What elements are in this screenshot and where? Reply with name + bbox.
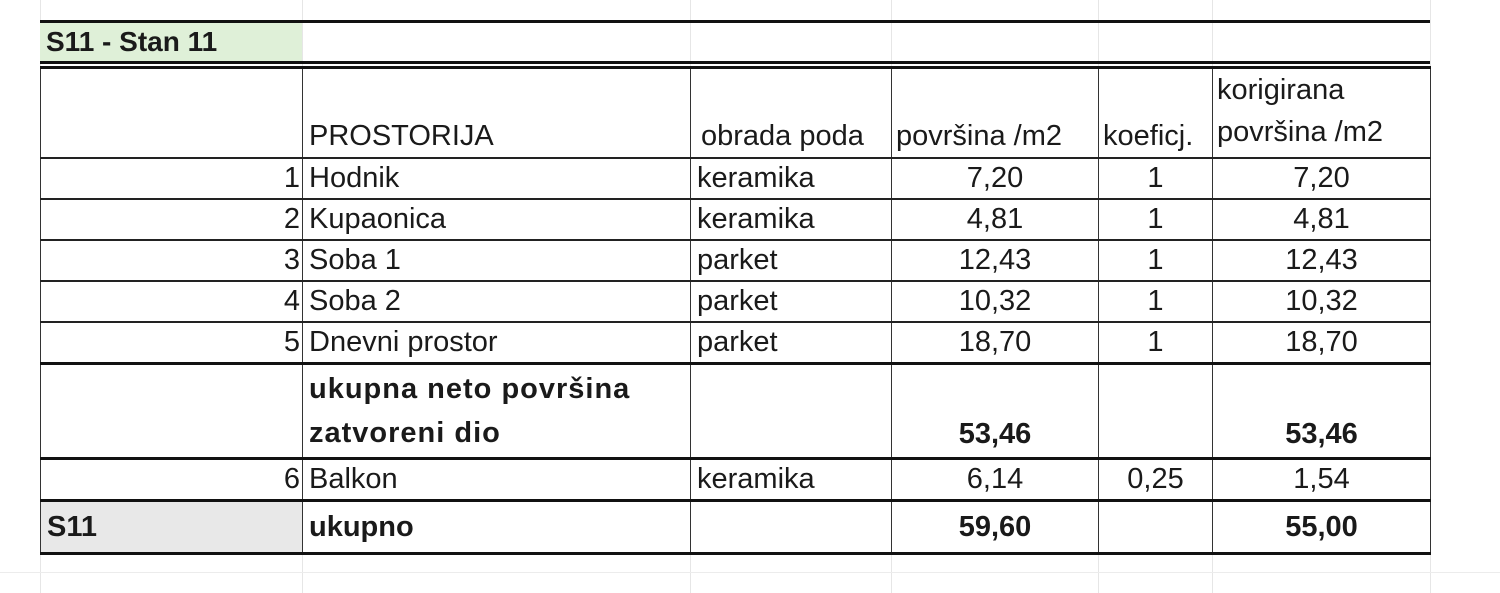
subtotal-floor-cell[interactable] <box>691 364 892 459</box>
total-corrected-cell[interactable]: 55,00 <box>1213 501 1431 554</box>
sheet-title-row <box>40 20 1430 64</box>
coef-cell[interactable]: 0,25 <box>1099 459 1213 501</box>
coef-cell[interactable]: 1 <box>1099 199 1213 240</box>
coef-cell[interactable]: 1 <box>1099 281 1213 322</box>
room-cell[interactable]: Soba 2 <box>303 281 691 322</box>
balcony-row <box>41 459 1431 501</box>
corrected-cell[interactable]: 18,70 <box>1213 322 1431 364</box>
header-area-cell[interactable]: površina /m2 <box>892 68 1099 159</box>
area-cell[interactable]: 7,20 <box>892 158 1099 199</box>
corrected-cell[interactable]: 12,43 <box>1213 240 1431 281</box>
floor-cell[interactable]: keramika <box>691 459 892 501</box>
coef-cell[interactable]: 1 <box>1099 158 1213 199</box>
row-index-cell[interactable]: 3 <box>41 240 303 281</box>
table-row <box>41 322 1431 364</box>
floor-cell[interactable]: parket <box>691 240 892 281</box>
floor-cell[interactable]: parket <box>691 322 892 364</box>
apartment-area-table <box>40 66 1431 555</box>
header-floor-cell[interactable]: obrada poda <box>691 68 892 159</box>
room-cell[interactable]: Balkon <box>303 459 691 501</box>
subtotal-label-cell[interactable]: ukupna neto površina zatvoreni dio <box>303 364 691 459</box>
total-floor-cell[interactable] <box>691 501 892 554</box>
area-cell[interactable]: 18,70 <box>892 322 1099 364</box>
sheet-title[interactable]: S11 - Stan 11 <box>40 23 302 61</box>
total-coef-cell[interactable] <box>1099 501 1213 554</box>
header-coef-cell[interactable]: koeficj. <box>1099 68 1213 159</box>
total-row <box>41 501 1431 554</box>
room-cell[interactable]: Hodnik <box>303 158 691 199</box>
subtotal-area-cell[interactable]: 53,46 <box>892 364 1099 459</box>
subtotal-row <box>41 364 1431 459</box>
area-cell[interactable]: 12,43 <box>892 240 1099 281</box>
floor-cell[interactable]: keramika <box>691 158 892 199</box>
table-row <box>41 199 1431 240</box>
table-row <box>41 281 1431 322</box>
area-cell[interactable]: 6,14 <box>892 459 1099 501</box>
header-index-cell[interactable] <box>41 68 303 159</box>
row-index-cell[interactable]: 2 <box>41 199 303 240</box>
subtotal-coef-cell[interactable] <box>1099 364 1213 459</box>
row-index-cell[interactable]: 1 <box>41 158 303 199</box>
grid-line <box>0 572 1500 573</box>
subtotal-index-cell[interactable] <box>41 364 303 459</box>
row-index-cell[interactable]: 4 <box>41 281 303 322</box>
row-index-cell[interactable]: 6 <box>41 459 303 501</box>
total-area-cell[interactable]: 59,60 <box>892 501 1099 554</box>
floor-cell[interactable]: keramika <box>691 199 892 240</box>
total-code-cell[interactable]: S11 <box>41 501 303 554</box>
coef-cell[interactable]: 1 <box>1099 322 1213 364</box>
area-cell[interactable]: 4,81 <box>892 199 1099 240</box>
corrected-cell[interactable]: 4,81 <box>1213 199 1431 240</box>
floor-cell[interactable]: parket <box>691 281 892 322</box>
area-cell[interactable]: 10,32 <box>892 281 1099 322</box>
subtotal-corrected-cell[interactable]: 53,46 <box>1213 364 1431 459</box>
corrected-cell[interactable]: 7,20 <box>1213 158 1431 199</box>
row-index-cell[interactable]: 5 <box>41 322 303 364</box>
corrected-cell[interactable]: 10,32 <box>1213 281 1431 322</box>
table-row <box>41 158 1431 199</box>
coef-cell[interactable]: 1 <box>1099 240 1213 281</box>
table-row <box>41 240 1431 281</box>
room-cell[interactable]: Kupaonica <box>303 199 691 240</box>
room-cell[interactable]: Dnevni prostor <box>303 322 691 364</box>
header-corrected-cell[interactable]: korigirana površina /m2 <box>1213 68 1431 159</box>
room-cell[interactable]: Soba 1 <box>303 240 691 281</box>
header-room-cell[interactable]: PROSTORIJA <box>303 68 691 159</box>
header-row <box>41 68 1431 159</box>
total-label-cell[interactable]: ukupno <box>303 501 691 554</box>
corrected-cell[interactable]: 1,54 <box>1213 459 1431 501</box>
